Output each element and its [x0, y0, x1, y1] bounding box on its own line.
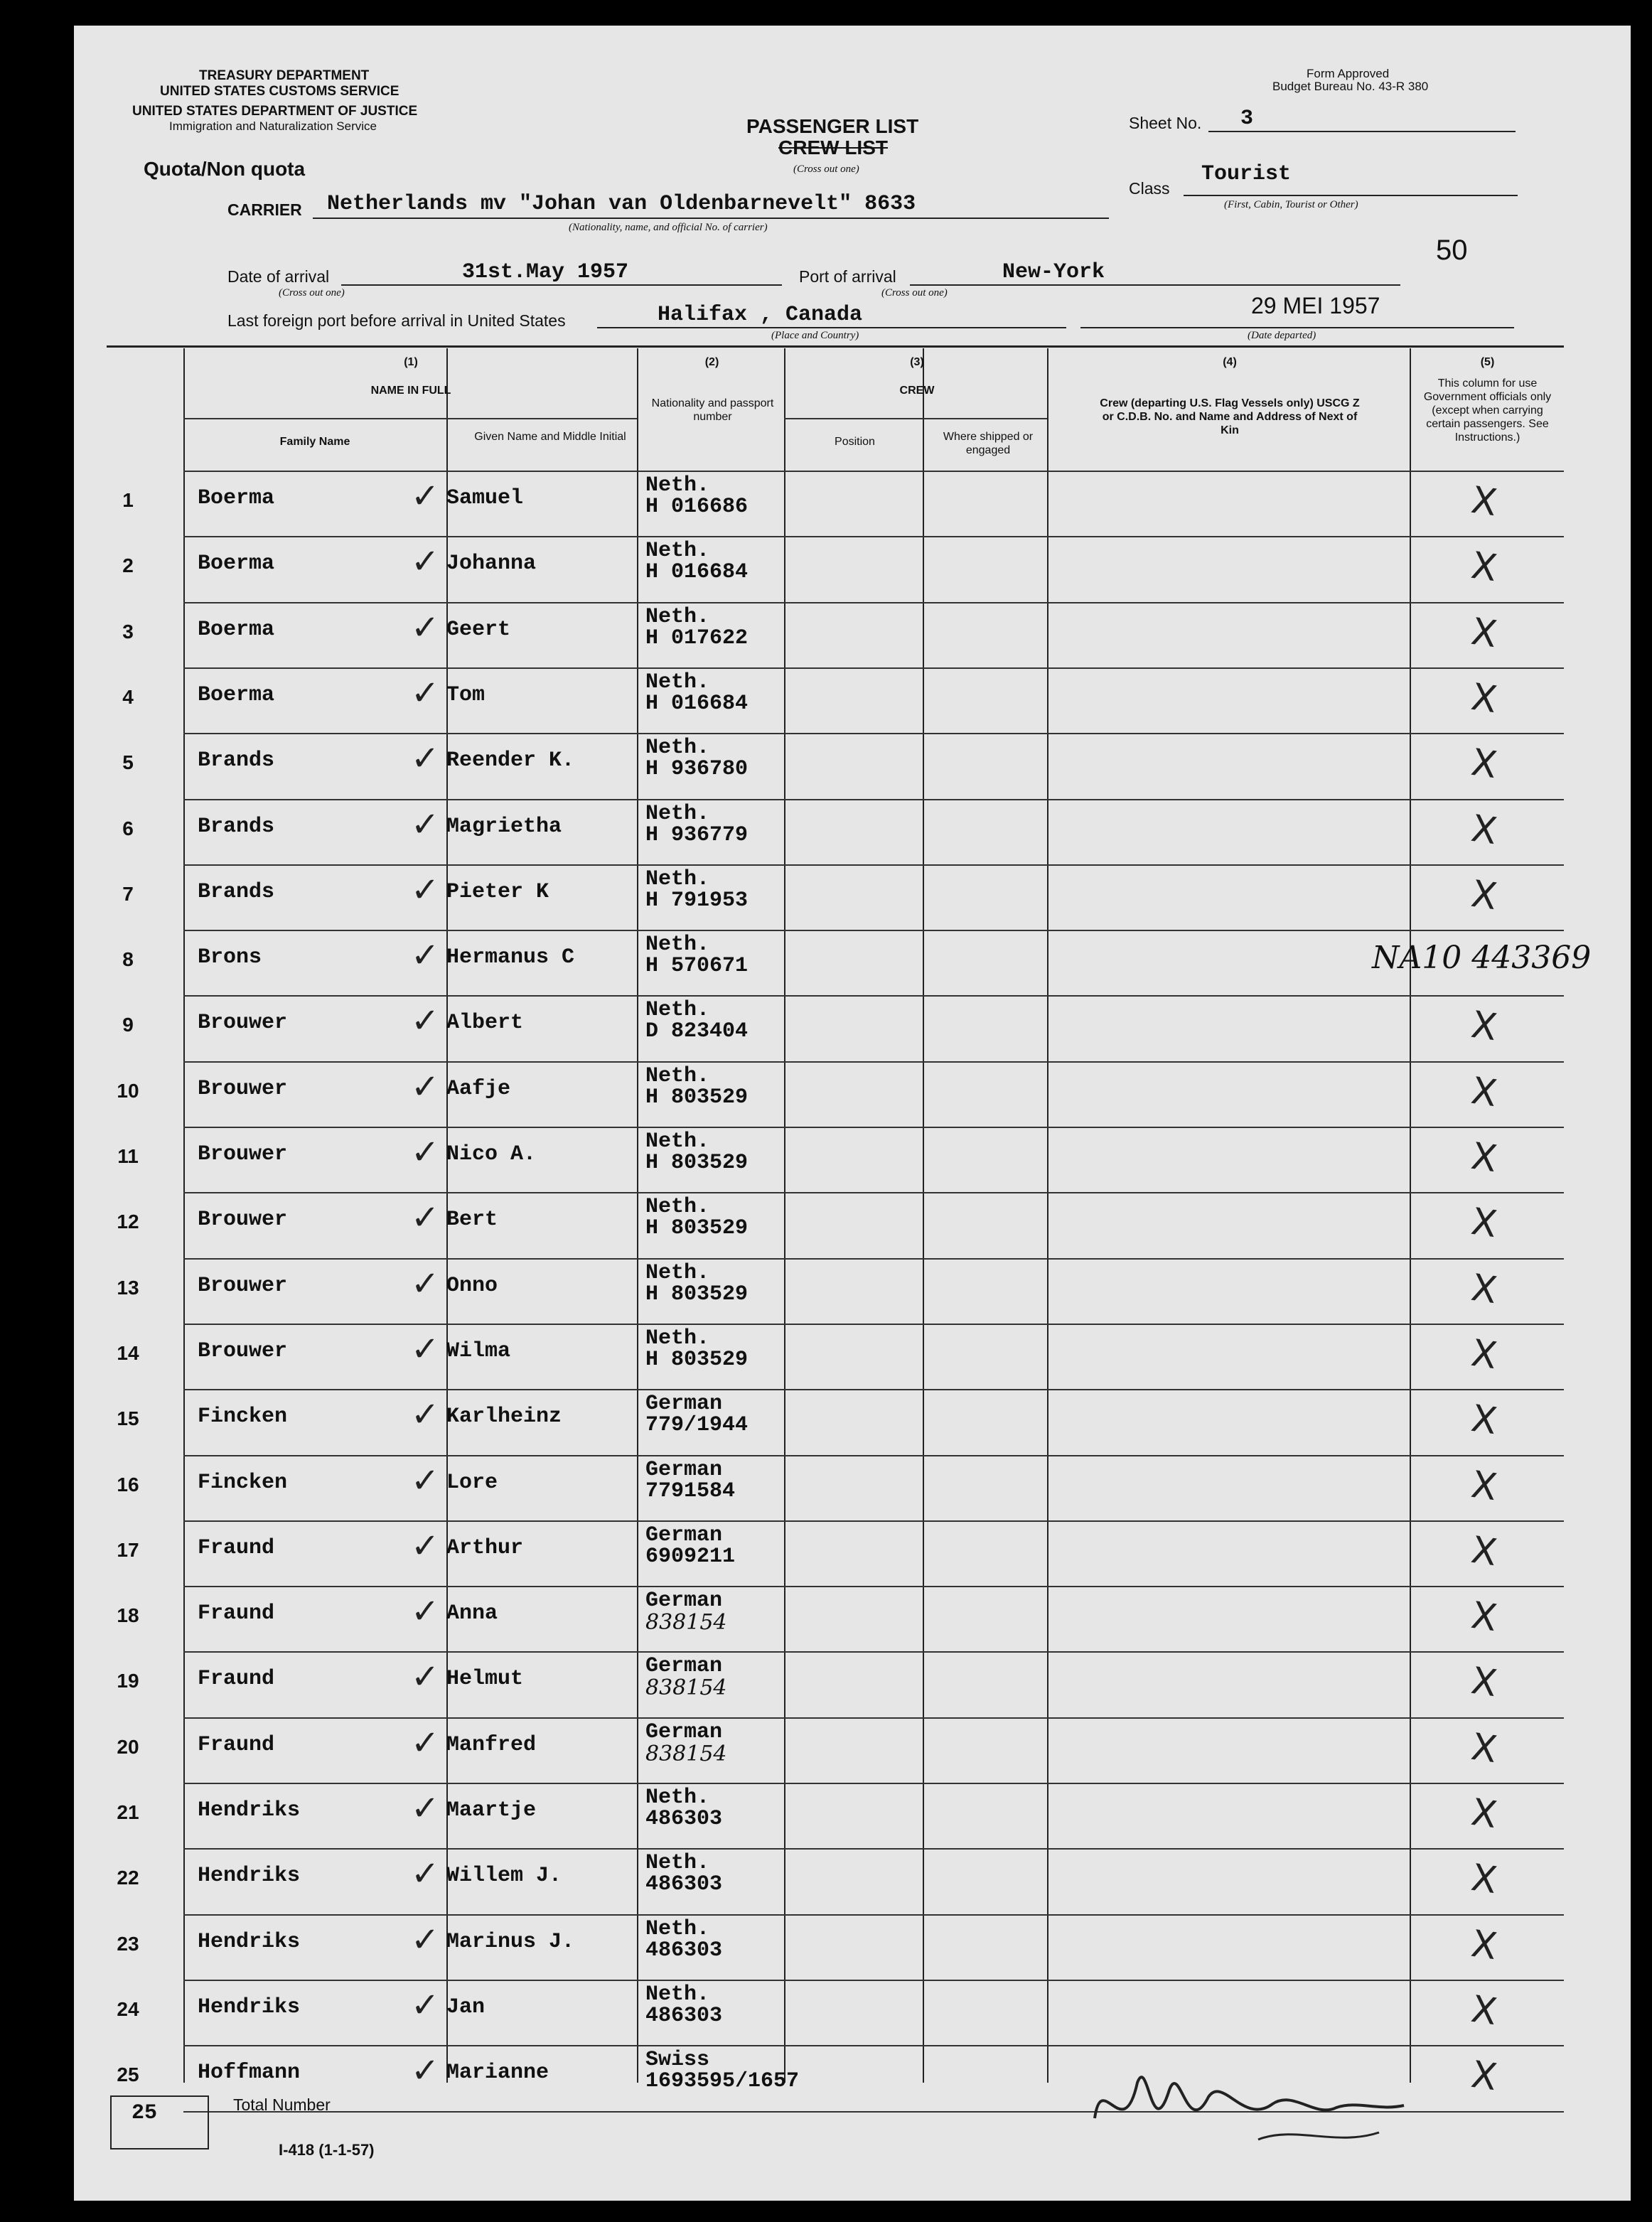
nationality: German [645, 1392, 723, 1416]
row-number: 13 [117, 1277, 139, 1299]
family-name: Boerma [198, 618, 275, 642]
official-note: NA10 443369 [1372, 940, 1592, 976]
row-number: 11 [117, 1145, 139, 1167]
checkmark-icon: ✓ [411, 1723, 440, 1763]
family-name: Hendriks [198, 1864, 301, 1888]
family-name: Hoffmann [198, 2061, 301, 2085]
col3-title: CREW [899, 385, 935, 397]
checkmark-icon: ✓ [411, 2051, 440, 2090]
official-x-mark: X [1468, 2053, 1500, 2100]
col-given-name: Given Name and Middle Initial [474, 431, 626, 443]
document-title: PASSENGER LIST [746, 115, 919, 137]
nationality: Neth. [645, 867, 710, 891]
col3-number: (3) [910, 356, 924, 368]
nationality: Neth. [645, 1917, 710, 1941]
given-name: Onno [446, 1274, 498, 1298]
row-number: 14 [117, 1342, 139, 1364]
nationality: Neth. [645, 1326, 710, 1351]
given-name: Marinus J. [446, 1930, 575, 1954]
given-name: Manfred [446, 1733, 537, 1757]
family-name: Hendriks [198, 1798, 301, 1823]
date-departed-value: 29 MEI 1957 [1251, 293, 1380, 318]
checkmark-icon: ✓ [411, 608, 440, 648]
nationality: Neth. [645, 1129, 710, 1154]
port-arrival-value: New-York [1002, 260, 1105, 284]
port-arrival-label: Port of arrival [799, 267, 896, 286]
family-name: Brands [198, 880, 275, 904]
date-departed-hint: (Date departed) [1248, 330, 1316, 341]
class-value: Tourist [1201, 162, 1292, 186]
checkmark-icon: ✓ [411, 1592, 440, 1631]
passport-number: 486303 [645, 1872, 723, 1896]
nationality: German [645, 1589, 723, 1613]
family-name: Boerma [198, 552, 275, 576]
checkmark-icon: ✓ [411, 1264, 440, 1304]
row-number: 20 [117, 1736, 139, 1758]
row-number: 6 [122, 817, 134, 839]
nationality: Neth. [645, 933, 710, 957]
official-x-mark: X [1468, 1594, 1500, 1641]
passport-number: 779/1944 [645, 1413, 749, 1437]
checkmark-icon: ✓ [411, 1132, 440, 1172]
checkmark-icon: ✓ [411, 805, 440, 844]
passport-number: H 791953 [645, 889, 749, 913]
checkmark-icon: ✓ [411, 935, 440, 975]
carrier-hint: (Nationality, name, and official No. of carrier) [569, 222, 768, 233]
given-name: Willem J. [446, 1864, 562, 1888]
given-name: Lore [446, 1471, 498, 1495]
nationality: Neth. [645, 539, 710, 563]
nationality: Neth. [645, 1261, 710, 1285]
given-name: Pieter K [446, 880, 549, 904]
passport-number: D 823404 [645, 1019, 749, 1043]
nationality: Neth. [645, 1064, 710, 1088]
nationality: Neth. [645, 802, 710, 826]
nationality: German [645, 1720, 723, 1744]
row-number: 2 [122, 554, 134, 576]
nationality: German [645, 1458, 723, 1482]
checkmark-icon: ✓ [411, 1854, 440, 1894]
checkmark-icon: ✓ [411, 1395, 440, 1434]
passport-number: 7791584 [645, 1479, 736, 1503]
passport-number: H 803529 [645, 1282, 749, 1306]
sheet-label: Sheet No. [1129, 114, 1202, 132]
col2-number: (2) [704, 356, 719, 368]
passport-number: H 936779 [645, 823, 749, 847]
official-x-mark: X [1468, 1200, 1500, 1247]
sheet-value: 3 [1240, 107, 1254, 131]
given-name: Maartje [446, 1798, 537, 1823]
official-x-mark: X [1468, 675, 1500, 722]
row-number: 17 [117, 1539, 139, 1561]
row-number: 22 [117, 1867, 139, 1889]
family-name: Fraund [198, 1536, 275, 1560]
given-name: Nico A. [446, 1142, 537, 1166]
family-name: Hendriks [198, 1995, 301, 2019]
given-name: Tom [446, 683, 486, 707]
nationality: German [645, 1523, 723, 1547]
given-name: Albert [446, 1011, 524, 1035]
family-name: Hendriks [198, 1930, 301, 1954]
last-port-label: Last foreign port before arrival in United States [227, 311, 566, 330]
official-x-mark: X [1468, 1659, 1500, 1706]
date-arrival-label: Date of arrival [227, 267, 330, 286]
col-where-shipped: Where shipped or engaged [943, 431, 1034, 456]
given-name: Hermanus C [446, 945, 575, 970]
family-name: Brouwer [198, 1011, 288, 1035]
nationality: Neth. [645, 1851, 710, 1875]
family-name: Brouwer [198, 1339, 288, 1363]
row-number: 10 [117, 1080, 139, 1102]
given-name: Aafje [446, 1077, 511, 1101]
given-name: Geert [446, 618, 511, 642]
given-name: Anna [446, 1601, 498, 1626]
row-number: 5 [122, 751, 134, 773]
number-50: 50 [1436, 235, 1468, 266]
row-number: 24 [117, 1998, 139, 2020]
nationality: Neth. [645, 998, 710, 1022]
family-name: Fincken [198, 1471, 288, 1495]
given-name: Helmut [446, 1667, 524, 1691]
last-port-hint: (Place and Country) [771, 330, 859, 341]
family-name: Brons [198, 945, 262, 970]
passport-number: H 803529 [645, 1085, 749, 1110]
signature [1080, 2040, 1422, 2168]
passport-number: 486303 [645, 1807, 723, 1831]
family-name: Brouwer [198, 1208, 288, 1232]
official-x-mark: X [1468, 1922, 1500, 1969]
col2-title: Nationality and passport number [651, 397, 774, 423]
checkmark-icon: ✓ [411, 1788, 440, 1828]
passport-number: H 803529 [645, 1216, 749, 1240]
total-label: Total Number [233, 2095, 331, 2114]
family-name: Boerma [198, 683, 275, 707]
passport-number: H 803529 [645, 1151, 749, 1175]
official-x-mark: X [1468, 1266, 1500, 1313]
budget-bureau: Budget Bureau No. 43-R 380 [1272, 80, 1429, 93]
checkmark-icon: ✓ [411, 1329, 440, 1369]
family-name: Brouwer [198, 1077, 288, 1101]
official-x-mark: X [1468, 1791, 1500, 1837]
nationality: Neth. [645, 670, 710, 694]
passport-number: H 803529 [645, 1348, 749, 1372]
carrier-label: CARRIER [227, 200, 302, 219]
given-name: Magrietha [446, 815, 562, 839]
row-number: 12 [117, 1211, 139, 1233]
col-family-name: Family Name [279, 436, 350, 448]
carrier-value: Netherlands mv "Johan van Oldenbarnevelt" 8633 [327, 192, 916, 216]
nationality: Neth. [645, 1982, 710, 2007]
given-name: Arthur [446, 1536, 524, 1560]
checkmark-icon: ✓ [411, 1920, 440, 1960]
row-number: 19 [117, 1670, 139, 1692]
official-x-mark: X [1468, 1134, 1500, 1181]
passport-number: 6909211 [645, 1545, 736, 1569]
checkmark-icon: ✓ [411, 673, 440, 713]
passport-number: 838154 [645, 1675, 727, 1700]
checkmark-icon: ✓ [411, 542, 440, 581]
total-value: 25 [132, 2101, 158, 2125]
given-name: Wilma [446, 1339, 511, 1363]
passport-number: 838154 [645, 1610, 727, 1635]
col4-number: (4) [1223, 356, 1237, 368]
nationality: Swiss [645, 2048, 710, 2072]
official-x-mark: X [1468, 807, 1500, 854]
family-name: Boerma [198, 486, 275, 510]
given-name: Marianne [446, 2061, 549, 2085]
passport-number: H 016686 [645, 495, 749, 519]
row-number: 4 [122, 686, 134, 708]
passport-number: H 936780 [645, 757, 749, 781]
official-x-mark: X [1468, 1856, 1500, 1903]
document-title-struck: CREW LIST [778, 136, 888, 159]
row-number: 1 [122, 489, 134, 511]
col4-title: Crew (departing U.S. Flag Vessels only) USCG Z or C.D.B. No. and Name and Address of Next of Kin [1100, 397, 1360, 436]
official-x-mark: X [1468, 1725, 1500, 1772]
row-number: 18 [117, 1604, 139, 1626]
family-name: Fraund [198, 1601, 275, 1626]
col5-title: This column for use Government officials only (except when carrying certain passengers. See Instructions.) [1423, 377, 1552, 444]
nationality: Neth. [645, 605, 710, 629]
official-x-mark: X [1468, 1069, 1500, 1116]
passport-number: 838154 [645, 1741, 727, 1766]
col1-title: NAME IN FULL [370, 385, 451, 397]
family-name: Fraund [198, 1667, 275, 1691]
class-label: Class [1129, 179, 1170, 198]
family-name: Brands [198, 748, 275, 773]
given-name: Reender K. [446, 748, 575, 773]
official-x-mark: X [1468, 1987, 1500, 2034]
passport-number: H 570671 [645, 954, 749, 978]
last-port-value: Halifax , Canada [658, 303, 863, 327]
total-box [110, 2095, 209, 2149]
official-x-mark: X [1468, 1528, 1500, 1575]
official-x-mark: X [1468, 1397, 1500, 1444]
row-number: 9 [122, 1014, 134, 1036]
col5-number: (5) [1480, 356, 1495, 368]
row-number: 23 [117, 1933, 139, 1955]
given-name: Johanna [446, 552, 537, 576]
official-x-mark: X [1468, 872, 1500, 919]
row-number: 3 [122, 621, 134, 643]
agency-line-1: TREASURY DEPARTMENT [199, 68, 370, 83]
family-name: Fraund [198, 1733, 275, 1757]
nationality: Neth. [645, 1786, 710, 1810]
row-number: 8 [122, 948, 134, 970]
nationality: Neth. [645, 473, 710, 498]
checkmark-icon: ✓ [411, 476, 440, 516]
family-name: Brouwer [198, 1274, 288, 1298]
nationality: German [645, 1654, 723, 1678]
given-name: Samuel [446, 486, 524, 510]
passport-number: H 017622 [645, 626, 749, 650]
checkmark-icon: ✓ [411, 1985, 440, 2025]
nationality: Neth. [645, 736, 710, 760]
official-x-mark: X [1468, 544, 1500, 591]
checkmark-icon: ✓ [411, 1461, 440, 1501]
official-x-mark: X [1468, 610, 1500, 657]
title-cross-out-hint: (Cross out one) [793, 163, 859, 175]
form-number: I-418 (1-1-57) [279, 2141, 375, 2159]
passport-number: 486303 [645, 1938, 723, 1963]
row-number: 7 [122, 883, 134, 905]
official-x-mark: X [1468, 741, 1500, 788]
col-position: Position [835, 436, 875, 448]
row-number: 15 [117, 1407, 139, 1429]
checkmark-icon: ✓ [411, 1526, 440, 1566]
checkmark-icon: ✓ [411, 1067, 440, 1107]
class-hint: (First, Cabin, Tourist or Other) [1224, 199, 1358, 210]
quota-label: Quota/Non quota [144, 158, 306, 180]
port-arrival-hint: (Cross out one) [881, 287, 948, 299]
passport-number: H 016684 [645, 692, 749, 716]
checkmark-icon: ✓ [411, 1657, 440, 1697]
family-name: Fincken [198, 1405, 288, 1429]
passenger-table [183, 348, 1564, 2083]
passport-number: 1693595/1657 [645, 2069, 800, 2093]
official-x-mark: X [1468, 478, 1500, 525]
agency-line-2: UNITED STATES CUSTOMS SERVICE [160, 84, 399, 99]
family-name: Brouwer [198, 1142, 288, 1166]
official-x-mark: X [1468, 1003, 1500, 1050]
checkmark-icon: ✓ [411, 1001, 440, 1041]
passport-number: H 016684 [645, 560, 749, 584]
official-x-mark: X [1468, 1463, 1500, 1510]
given-name: Karlheinz [446, 1405, 562, 1429]
row-number: 21 [117, 1801, 139, 1823]
checkmark-icon: ✓ [411, 739, 440, 778]
checkmark-icon: ✓ [411, 870, 440, 910]
passport-number: 486303 [645, 2004, 723, 2028]
given-name: Bert [446, 1208, 498, 1232]
row-number: 16 [117, 1474, 139, 1496]
official-x-mark: X [1468, 1331, 1500, 1378]
given-name: Jan [446, 1995, 486, 2019]
date-arrival-hint: (Cross out one) [279, 287, 345, 299]
row-number: 25 [117, 2063, 139, 2086]
checkmark-icon: ✓ [411, 1198, 440, 1238]
family-name: Brands [198, 815, 275, 839]
date-arrival-value: 31st.May 1957 [462, 260, 629, 284]
col1-number: (1) [404, 356, 418, 368]
nationality: Neth. [645, 1195, 710, 1219]
agency-line-3: UNITED STATES DEPARTMENT OF JUSTICE [132, 104, 418, 119]
form-approved: Form Approved [1307, 67, 1390, 80]
agency-line-4: Immigration and Naturalization Service [169, 119, 377, 133]
